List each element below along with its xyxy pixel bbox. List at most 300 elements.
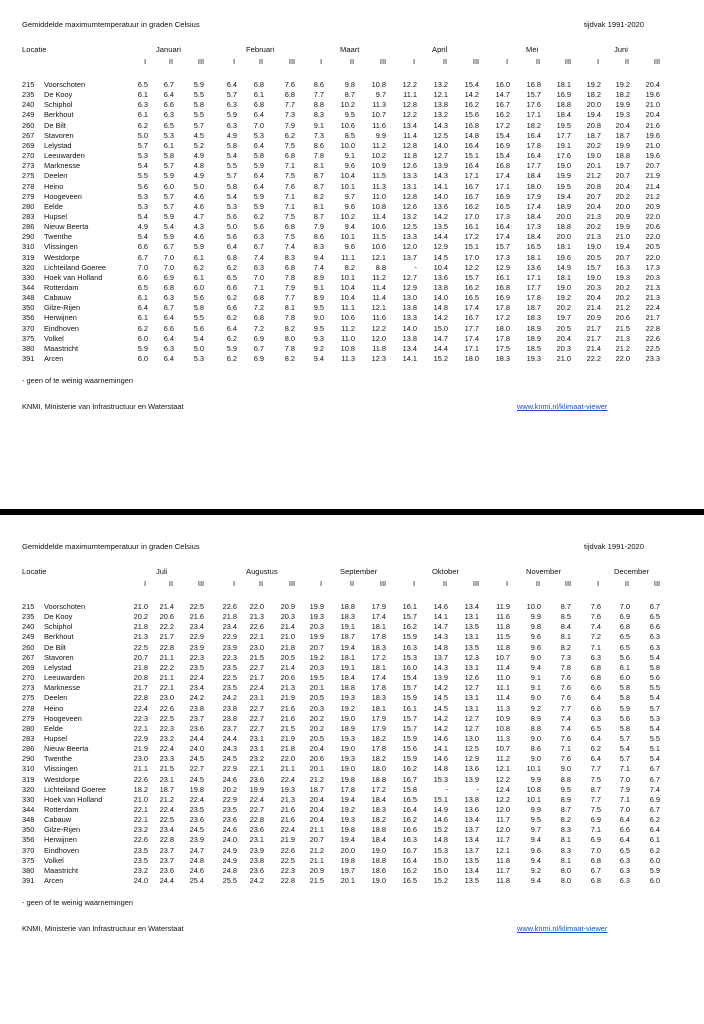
table-row xyxy=(0,714,704,724)
temperature-cell: 7.7 xyxy=(284,293,295,303)
temperature-cell: 24.3 xyxy=(222,744,237,754)
temperature-cell: 7.5 xyxy=(590,774,601,784)
temperature-cell: 7.9 xyxy=(284,283,295,292)
station-name: Schiphol xyxy=(44,100,73,110)
temperature-cell: 19.0 xyxy=(340,744,355,754)
temperature-cell: 15.0 xyxy=(433,855,448,865)
temperature-cell: 24.9 xyxy=(222,845,237,855)
temperature-cell: 25.4 xyxy=(189,876,204,886)
station-name: Gilze-Rijen xyxy=(44,825,81,835)
temperature-cell: 6.8 xyxy=(590,855,601,865)
temperature-cell: 4.6 xyxy=(193,232,204,242)
temperature-cell: 7.4 xyxy=(284,242,295,252)
temperature-cell: 6.7 xyxy=(649,602,660,611)
temperature-cell: 7.3 xyxy=(560,652,571,662)
temperature-cell: 5.5 xyxy=(137,171,148,181)
temperature-cell: 6.4 xyxy=(619,815,630,825)
station-code: 283 xyxy=(22,733,35,743)
table-row xyxy=(0,612,704,622)
temperature-cell: 21.4 xyxy=(280,662,295,672)
temperature-cell: 15.9 xyxy=(402,693,417,703)
temperature-cell: 4.6 xyxy=(193,191,204,201)
temperature-cell: 9.9 xyxy=(530,805,541,814)
temperature-cell: 20.4 xyxy=(309,794,324,804)
station-code: 278 xyxy=(22,181,35,191)
station-name: Eelde xyxy=(44,723,63,733)
temperature-cell: 23.8 xyxy=(222,713,237,723)
temperature-cell: 20.3 xyxy=(309,703,324,713)
temperature-cell: 6.3 xyxy=(649,642,660,652)
temperature-cell: 13.8 xyxy=(464,794,479,804)
temperature-cell: 19.3 xyxy=(615,110,630,120)
table-row xyxy=(0,171,704,181)
temperature-cell: 11.8 xyxy=(496,855,510,865)
temperature-cell: 6.6 xyxy=(590,683,601,693)
temperature-cell: 20.4 xyxy=(615,181,630,191)
temperature-cell: 10.7 xyxy=(371,110,386,120)
temperature-cell: 8.1 xyxy=(560,632,571,642)
table-row xyxy=(0,232,704,242)
temperature-cell: 17.2 xyxy=(371,784,386,794)
temperature-cell: 13.2 xyxy=(433,80,448,89)
temperature-cell: 17.8 xyxy=(340,784,355,794)
temperature-cell: 16.2 xyxy=(402,865,417,875)
temperature-cell: 6.4 xyxy=(649,825,660,835)
temperature-cell: 20.5 xyxy=(280,652,295,662)
page-separator xyxy=(0,509,704,515)
temperature-cell: 18.2 xyxy=(371,815,386,825)
temperature-cell: 19.1 xyxy=(340,662,355,672)
station-code: 235 xyxy=(22,612,35,622)
table-row xyxy=(0,293,704,303)
temperature-cell: 22.3 xyxy=(222,652,237,662)
temperature-cell: 8.1 xyxy=(313,201,324,211)
temperature-cell: 20.0 xyxy=(556,211,571,221)
temperature-cell: 19.5 xyxy=(309,673,324,683)
temperature-cell: 9.0 xyxy=(530,693,541,703)
temperature-cell: 12.0 xyxy=(402,242,417,252)
temperature-cell: 11.4 xyxy=(496,662,510,672)
temperature-cell: 20.2 xyxy=(586,222,601,232)
station-name: Eelde xyxy=(44,201,63,211)
station-name: Voorschoten xyxy=(44,80,86,89)
temperature-cell: 5.8 xyxy=(619,723,630,733)
station-name: Eindhoven xyxy=(44,845,79,855)
temperature-cell: 5.3 xyxy=(163,130,174,140)
temperature-cell: 5.6 xyxy=(226,232,237,242)
station-name: Volkel xyxy=(44,855,64,865)
temperature-cell: 13.5 xyxy=(464,876,479,886)
temperature-cell: 14.0 xyxy=(433,140,448,150)
decade-header: II xyxy=(349,579,355,588)
temperature-cell: 21.1 xyxy=(309,855,324,865)
temperature-cell: 19.6 xyxy=(556,252,571,262)
table-page-2 xyxy=(0,522,704,1024)
temperature-cell: 6.4 xyxy=(590,733,601,743)
decade-header: II xyxy=(349,57,355,66)
temperature-cell: 6.3 xyxy=(619,876,630,886)
temperature-cell: 19.3 xyxy=(309,612,324,622)
temperature-cell: 15.1 xyxy=(464,242,479,252)
temperature-cell: 19.4 xyxy=(340,642,355,652)
temperature-cell: 10.2 xyxy=(371,151,386,161)
temperature-cell: 14.7 xyxy=(495,90,510,100)
temperature-cell: 7.1 xyxy=(284,191,295,201)
station-code: 356 xyxy=(22,835,35,845)
temperature-cell: 7.0 xyxy=(253,272,264,282)
temperature-cell: 9.9 xyxy=(530,774,541,784)
temperature-cell: 19.0 xyxy=(371,845,386,855)
temperature-cell: 17.5 xyxy=(495,343,510,353)
temperature-cell: 13.5 xyxy=(433,222,448,232)
temperature-cell: 20.7 xyxy=(309,835,324,845)
temperature-cell: 14.0 xyxy=(433,293,448,303)
temperature-cell: 6.6 xyxy=(590,703,601,713)
temperature-cell: 5.9 xyxy=(253,161,264,171)
temperature-cell: 5.5 xyxy=(193,313,204,323)
temperature-cell: 6.4 xyxy=(163,354,174,364)
temperature-cell: 14.8 xyxy=(464,130,479,140)
temperature-cell: 21.5 xyxy=(309,876,324,886)
temperature-cell: 5.9 xyxy=(619,703,630,713)
station-code: 275 xyxy=(22,693,35,703)
temperature-cell: 24.4 xyxy=(189,733,204,743)
temperature-cell: 9.7 xyxy=(375,90,386,100)
temperature-cell: 6.4 xyxy=(226,323,237,333)
temperature-cell: 24.2 xyxy=(189,693,204,703)
station-code: 270 xyxy=(22,151,35,161)
temperature-cell: 13.0 xyxy=(464,733,479,743)
temperature-cell: 14.9 xyxy=(433,805,448,814)
temperature-cell: 12.5 xyxy=(433,130,448,140)
temperature-cell: 14.2 xyxy=(433,713,448,723)
temperature-cell: 9.5 xyxy=(560,784,571,794)
temperature-cell: 8.7 xyxy=(560,805,571,814)
temperature-cell: 8.9 xyxy=(560,794,571,804)
temperature-cell: 13.5 xyxy=(464,855,479,865)
temperature-cell: 18.8 xyxy=(340,602,355,611)
temperature-cell: 22.1 xyxy=(133,815,148,825)
temperature-cell: 5.8 xyxy=(226,140,237,150)
temperature-cell: 19.5 xyxy=(556,181,571,191)
temperature-cell: 6.3 xyxy=(590,652,601,662)
decade-header: I xyxy=(232,579,236,588)
temperature-cell: 5.9 xyxy=(163,232,174,242)
decade-header: I xyxy=(596,57,600,66)
temperature-cell: 17.8 xyxy=(371,632,386,642)
station-code: 267 xyxy=(22,652,35,662)
temperature-cell: 10.1 xyxy=(340,272,355,282)
temperature-cell: 22.5 xyxy=(133,642,148,652)
station-name: Arcen xyxy=(44,876,64,886)
temperature-cell: 5.6 xyxy=(137,181,148,191)
temperature-cell: 20.4 xyxy=(309,815,324,825)
station-code: 269 xyxy=(22,662,35,672)
temperature-cell: 19.0 xyxy=(340,713,355,723)
temperature-cell: 17.8 xyxy=(371,683,386,693)
temperature-cell: 9.0 xyxy=(530,754,541,764)
temperature-cell: 7.8 xyxy=(284,272,295,282)
temperature-cell: 6.9 xyxy=(590,815,601,825)
temperature-cell: 5.4 xyxy=(163,222,174,232)
temperature-cell: 9.1 xyxy=(530,673,541,683)
temperature-cell: 24.8 xyxy=(222,865,237,875)
temperature-cell: 8.6 xyxy=(313,140,324,150)
temperature-cell: 23.1 xyxy=(249,835,264,845)
temperature-cell: 16.9 xyxy=(495,191,510,201)
temperature-cell: 7.0 xyxy=(163,262,174,272)
temperature-cell: 21.5 xyxy=(615,323,630,333)
page-title: Gemiddelde maximumtemperatuur in graden Celsius xyxy=(22,542,200,551)
decade-header: II xyxy=(535,57,541,66)
temperature-cell: 20.7 xyxy=(309,642,324,652)
temperature-cell: 13.8 xyxy=(402,303,417,313)
temperature-cell: 23.6 xyxy=(159,865,174,875)
temperature-cell: 12.0 xyxy=(371,333,386,343)
temperature-cell: 5.6 xyxy=(193,293,204,303)
temperature-cell: 15.9 xyxy=(402,632,417,642)
temperature-cell: 18.8 xyxy=(556,222,571,232)
temperature-cell: 12.7 xyxy=(464,683,479,693)
temperature-cell: 8.2 xyxy=(560,642,571,652)
temperature-cell: 13.1 xyxy=(402,181,417,191)
temperature-cell: 17.4 xyxy=(464,333,479,343)
table-row xyxy=(0,846,704,856)
temperature-cell: 5.8 xyxy=(193,100,204,110)
temperature-cell: 16.2 xyxy=(495,110,510,120)
temperature-cell: 19.0 xyxy=(371,876,386,886)
temperature-cell: 10.6 xyxy=(371,242,386,252)
temperature-cell: 14.4 xyxy=(433,232,448,242)
table-row xyxy=(0,354,704,364)
temperature-cell: 7.3 xyxy=(313,130,324,140)
temperature-cell: 20.3 xyxy=(309,662,324,672)
temperature-cell: 13.8 xyxy=(402,333,417,343)
temperature-cell: 6.5 xyxy=(163,120,174,130)
temperature-cell: 7.6 xyxy=(560,673,571,683)
table-row xyxy=(0,212,704,222)
temperature-cell: 18.4 xyxy=(340,673,355,683)
temperature-cell: 8.1 xyxy=(560,835,571,845)
temperature-cell: 22.4 xyxy=(645,303,660,313)
temperature-cell: 4.8 xyxy=(193,161,204,171)
temperature-cell: 9.4 xyxy=(530,662,541,672)
temperature-cell: 6.0 xyxy=(649,876,660,886)
temperature-cell: 5.3 xyxy=(253,130,264,140)
temperature-cell: 5.4 xyxy=(619,744,630,754)
temperature-cell: 21.2 xyxy=(615,343,630,353)
temperature-cell: 6.9 xyxy=(253,333,264,343)
temperature-cell: 21.0 xyxy=(556,354,571,364)
temperature-cell: 22.8 xyxy=(159,835,174,845)
temperature-cell: 6.5 xyxy=(137,283,148,292)
temperature-cell: 19.8 xyxy=(340,825,355,835)
temperature-cell: 6.2 xyxy=(226,262,237,272)
temperature-cell: 21.3 xyxy=(249,612,264,622)
temperature-cell: 7.4 xyxy=(560,723,571,733)
klimaat-viewer-link[interactable]: www.knmi.nl/klimaat-viewer xyxy=(517,402,608,412)
temperature-cell: 21.1 xyxy=(309,825,324,835)
temperature-cell: 7.6 xyxy=(560,733,571,743)
temperature-cell: 20.7 xyxy=(615,171,630,181)
temperature-cell: 11.8 xyxy=(496,642,510,652)
temperature-cell: 6.4 xyxy=(226,242,237,252)
temperature-cell: 6.1 xyxy=(137,110,148,120)
temperature-cell: 8.7 xyxy=(313,211,324,221)
table-row xyxy=(0,704,704,714)
temperature-cell: 14.5 xyxy=(433,703,448,713)
temperature-cell: 22.1 xyxy=(159,683,174,693)
temperature-cell: 8.0 xyxy=(560,865,571,875)
temperature-cell: 6.3 xyxy=(649,632,660,642)
decade-header: I xyxy=(596,579,600,588)
temperature-cell: 21.0 xyxy=(133,602,148,611)
temperature-cell: 14.5 xyxy=(433,252,448,262)
temperature-cell: 22.0 xyxy=(249,602,264,611)
temperature-cell: 17.9 xyxy=(526,191,541,201)
station-name: De Kooy xyxy=(44,90,73,100)
temperature-cell: 7.9 xyxy=(284,120,295,130)
table-row xyxy=(0,100,704,110)
temperature-cell: 8.5 xyxy=(560,612,571,622)
decade-header: III xyxy=(197,57,205,66)
temperature-cell: 12.8 xyxy=(402,100,417,110)
temperature-cell: 15.3 xyxy=(402,652,417,662)
temperature-cell: 23.2 xyxy=(159,733,174,743)
temperature-cell: 16.2 xyxy=(402,815,417,825)
temperature-cell: 6.8 xyxy=(284,262,295,272)
temperature-cell: 5.3 xyxy=(193,354,204,364)
temperature-cell: 5.8 xyxy=(253,151,264,161)
temperature-cell: 21.4 xyxy=(159,602,174,611)
month-header: September xyxy=(340,567,378,576)
station-code: 260 xyxy=(22,642,35,652)
temperature-cell: 16.2 xyxy=(464,100,479,110)
temperature-cell: 21.4 xyxy=(645,181,660,191)
table-row xyxy=(0,643,704,653)
station-name: Rotterdam xyxy=(44,805,79,814)
temperature-cell: 23.4 xyxy=(222,622,237,632)
temperature-cell: 6.2 xyxy=(226,333,237,343)
temperature-cell: 12.1 xyxy=(495,845,510,855)
temperature-cell: 8.8 xyxy=(530,723,541,733)
table-row xyxy=(0,141,704,151)
table-row xyxy=(0,754,704,764)
temperature-cell: 11.1 xyxy=(341,303,355,313)
table-row xyxy=(0,795,704,805)
temperature-cell: 7.3 xyxy=(284,110,295,120)
table-row xyxy=(0,825,704,835)
temperature-cell: 13.4 xyxy=(464,835,479,845)
temperature-cell: 23.1 xyxy=(159,774,174,784)
temperature-cell: 6.9 xyxy=(163,272,174,282)
temperature-cell: 14.8 xyxy=(433,642,448,652)
temperature-cell: 16.1 xyxy=(495,272,510,282)
temperature-cell: 21.0 xyxy=(280,632,295,642)
temperature-cell: 20.0 xyxy=(615,201,630,211)
temperature-cell: 19.0 xyxy=(340,764,355,774)
temperature-cell: 9.4 xyxy=(530,855,541,865)
temperature-cell: 24.6 xyxy=(222,774,237,784)
temperature-cell: 15.4 xyxy=(495,130,510,140)
temperature-cell: 9.4 xyxy=(313,252,324,262)
temperature-cell: 16.4 xyxy=(464,140,479,150)
temperature-cell: 20.7 xyxy=(645,161,660,171)
temperature-cell: 13.9 xyxy=(433,673,448,683)
temperature-cell: 4.7 xyxy=(193,211,204,221)
temperature-cell: 13.6 xyxy=(433,201,448,211)
temperature-cell: 23.9 xyxy=(222,642,237,652)
temperature-cell: 9.4 xyxy=(530,876,541,886)
temperature-cell: 12.2 xyxy=(495,774,510,784)
temperature-cell: 22.6 xyxy=(645,333,660,343)
temperature-cell: 21.7 xyxy=(133,683,148,693)
temperature-cell: 6.7 xyxy=(649,805,660,814)
table-row xyxy=(0,202,704,212)
temperature-cell: 21.9 xyxy=(280,733,295,743)
temperature-cell: 22.7 xyxy=(249,713,264,723)
temperature-cell: 5.1 xyxy=(649,744,660,754)
temperature-cell: 22.8 xyxy=(133,693,148,703)
station-name: Cabauw xyxy=(44,293,72,303)
temperature-cell: 11.6 xyxy=(496,612,510,622)
temperature-cell: 8.3 xyxy=(313,242,324,252)
temperature-cell: 6.4 xyxy=(163,313,174,323)
temperature-cell: 23.1 xyxy=(249,693,264,703)
temperature-cell: 21.7 xyxy=(159,632,174,642)
temperature-cell: 9.2 xyxy=(530,865,541,875)
temperature-cell: 6.4 xyxy=(137,303,148,313)
temperature-cell: 11.5 xyxy=(496,632,510,642)
temperature-cell: 20.6 xyxy=(645,222,660,232)
temperature-cell: 22.4 xyxy=(189,794,204,804)
temperature-cell: 17.1 xyxy=(526,110,541,120)
temperature-cell: 18.0 xyxy=(526,181,541,191)
temperature-cell: 22.6 xyxy=(133,774,148,784)
klimaat-viewer-link[interactable]: www.knmi.nl/klimaat-viewer xyxy=(517,924,608,934)
temperature-cell: 13.4 xyxy=(464,865,479,875)
temperature-cell: 5.7 xyxy=(649,703,660,713)
temperature-cell: 6.1 xyxy=(137,90,148,100)
temperature-cell: 6.8 xyxy=(590,673,601,683)
temperature-cell: 9.1 xyxy=(344,151,355,161)
source-footer: KNMI, Ministerie van Infrastructuur en Waterstaat xyxy=(22,924,184,934)
temperature-cell: 21.3 xyxy=(615,333,630,343)
temperature-cell: 10.1 xyxy=(526,794,541,804)
temperature-cell: 22.4 xyxy=(159,744,174,754)
temperature-cell: 23.1 xyxy=(249,733,264,743)
station-code: 356 xyxy=(22,313,35,323)
temperature-cell: 14.2 xyxy=(433,211,448,221)
temperature-cell: 8.2 xyxy=(560,815,571,825)
temperature-cell: 14.3 xyxy=(433,120,448,130)
temperature-cell: 19.8 xyxy=(189,784,204,794)
temperature-cell: 21.2 xyxy=(159,794,174,804)
temperature-cell: 23.4 xyxy=(159,825,174,835)
temperature-cell: 9.6 xyxy=(344,161,355,171)
temperature-cell: 5.4 xyxy=(137,161,148,171)
temperature-cell: 6.8 xyxy=(163,283,174,292)
temperature-cell: 15.0 xyxy=(433,865,448,875)
temperature-cell: 16.1 xyxy=(402,703,417,713)
temperature-cell: 21.3 xyxy=(645,283,660,292)
temperature-cell: 13.4 xyxy=(402,120,417,130)
station-name: Eindhoven xyxy=(44,323,79,333)
temperature-cell: 19.0 xyxy=(586,272,601,282)
temperature-cell: 17.8 xyxy=(371,744,386,754)
temperature-cell: 18.1 xyxy=(556,80,571,89)
temperature-cell: 9.9 xyxy=(530,612,541,622)
